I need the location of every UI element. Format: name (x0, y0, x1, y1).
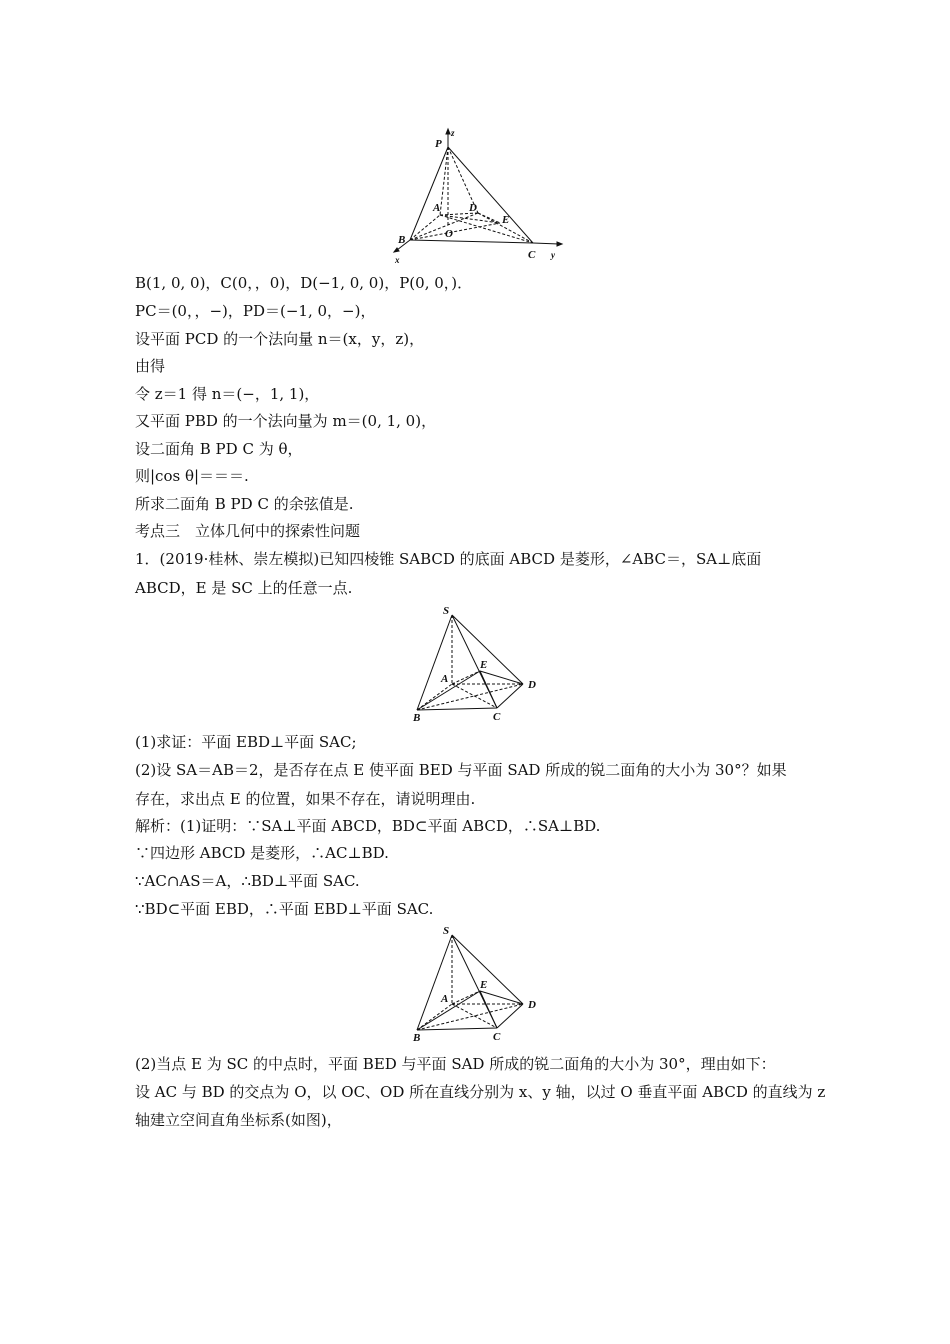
problem-line-2: ABCD，E 是 SC 上的任意一点. (135, 579, 353, 597)
label-d: D (528, 999, 536, 1011)
label-b: B (413, 1032, 421, 1044)
figure-pyramid-pbcd (385, 125, 575, 265)
label-b: B (413, 712, 421, 724)
question-1: (1)求证：平面 EBD⊥平面 SAC; (135, 733, 357, 751)
text-line-5: 令 z＝1 得 n＝(−，1, 1)， (135, 385, 320, 403)
label-s: S (443, 925, 450, 937)
text-line-2: PC＝(0，，−)，PD＝(−1, 0，−)， (135, 302, 376, 320)
solution-line-4: ∵BD⊂平面 EBD，∴平面 EBD⊥平面 SAC. (135, 900, 434, 918)
label-e: E (502, 214, 510, 226)
label-y: y (551, 250, 555, 260)
text-line-8: 则|cos θ|＝＝＝. (135, 467, 249, 485)
text-line-1: B(1, 0, 0)，C(0，，0)，D(−1, 0, 0)，P(0, 0，)． (135, 274, 473, 292)
label-x: x (395, 255, 400, 265)
label-a: A (441, 673, 449, 685)
label-b: B (398, 234, 406, 246)
label-a: A (433, 202, 441, 214)
solution-line-3: ∵AC∩AS＝A，∴BD⊥平面 SAC. (135, 872, 360, 890)
solution-part2-line-2: 设 AC 与 BD 的交点为 O，以 OC、OD 所在直线分别为 x、y 轴，以过 O 垂直平面 ABCD 的直线为 z (135, 1083, 826, 1101)
label-c: C (493, 1031, 501, 1043)
question-2-line-2: 存在，求出点 E 的位置，如果不存在，请说明理由. (135, 790, 476, 808)
text-line-3: 设平面 PCD 的一个法向量 n＝(x，y，z)， (135, 330, 425, 348)
figure-pyramid-sabcd-2 (405, 920, 555, 1045)
label-z: z (451, 128, 455, 138)
text-line-4: 由得 (135, 357, 166, 375)
section-heading: 考点三 立体几何中的探索性问题 (135, 522, 361, 540)
solution-line-1: 解析：(1)证明：∵SA⊥平面 ABCD，BD⊂平面 ABCD，∴SA⊥BD. (135, 817, 601, 835)
text-line-7: 设二面角 B PD C 为 θ， (135, 440, 303, 458)
label-c: C (528, 249, 536, 261)
problem-line-1: 1．(2019·桂林、崇左模拟)已知四棱锥 SABCD 的底面 ABCD 是菱形，∠ABC＝，SA⊥底面 (135, 550, 762, 568)
label-e: E (480, 659, 488, 671)
text-line-6: 又平面 PBD 的一个法向量为 m＝(0, 1, 0)， (135, 412, 437, 430)
solution-line-2: ∵四边形 ABCD 是菱形，∴AC⊥BD. (135, 844, 389, 862)
label-a: A (441, 993, 449, 1005)
label-p: P (435, 138, 442, 150)
solution-part2-line-3: 轴建立空间直角坐标系(如图)， (135, 1111, 342, 1129)
label-s: S (443, 605, 450, 617)
text-line-9: 所求二面角 B PD C 的余弦值是. (135, 495, 354, 513)
label-c: C (493, 711, 501, 723)
label-d: D (469, 202, 477, 214)
solution-part2-line-1: (2)当点 E 为 SC 的中点时，平面 BED 与平面 SAD 所成的锐二面角的大小为 30°，理由如下： (135, 1055, 776, 1073)
label-o: O (445, 228, 453, 240)
label-e: E (480, 979, 488, 991)
figure-pyramid-sabcd-1 (405, 600, 555, 725)
label-d: D (528, 679, 536, 691)
question-2-line-1: (2)设 SA＝AB＝2，是否存在点 E 使平面 BED 与平面 SAD 所成的锐二面角的大小为 30°？如果 (135, 761, 787, 779)
